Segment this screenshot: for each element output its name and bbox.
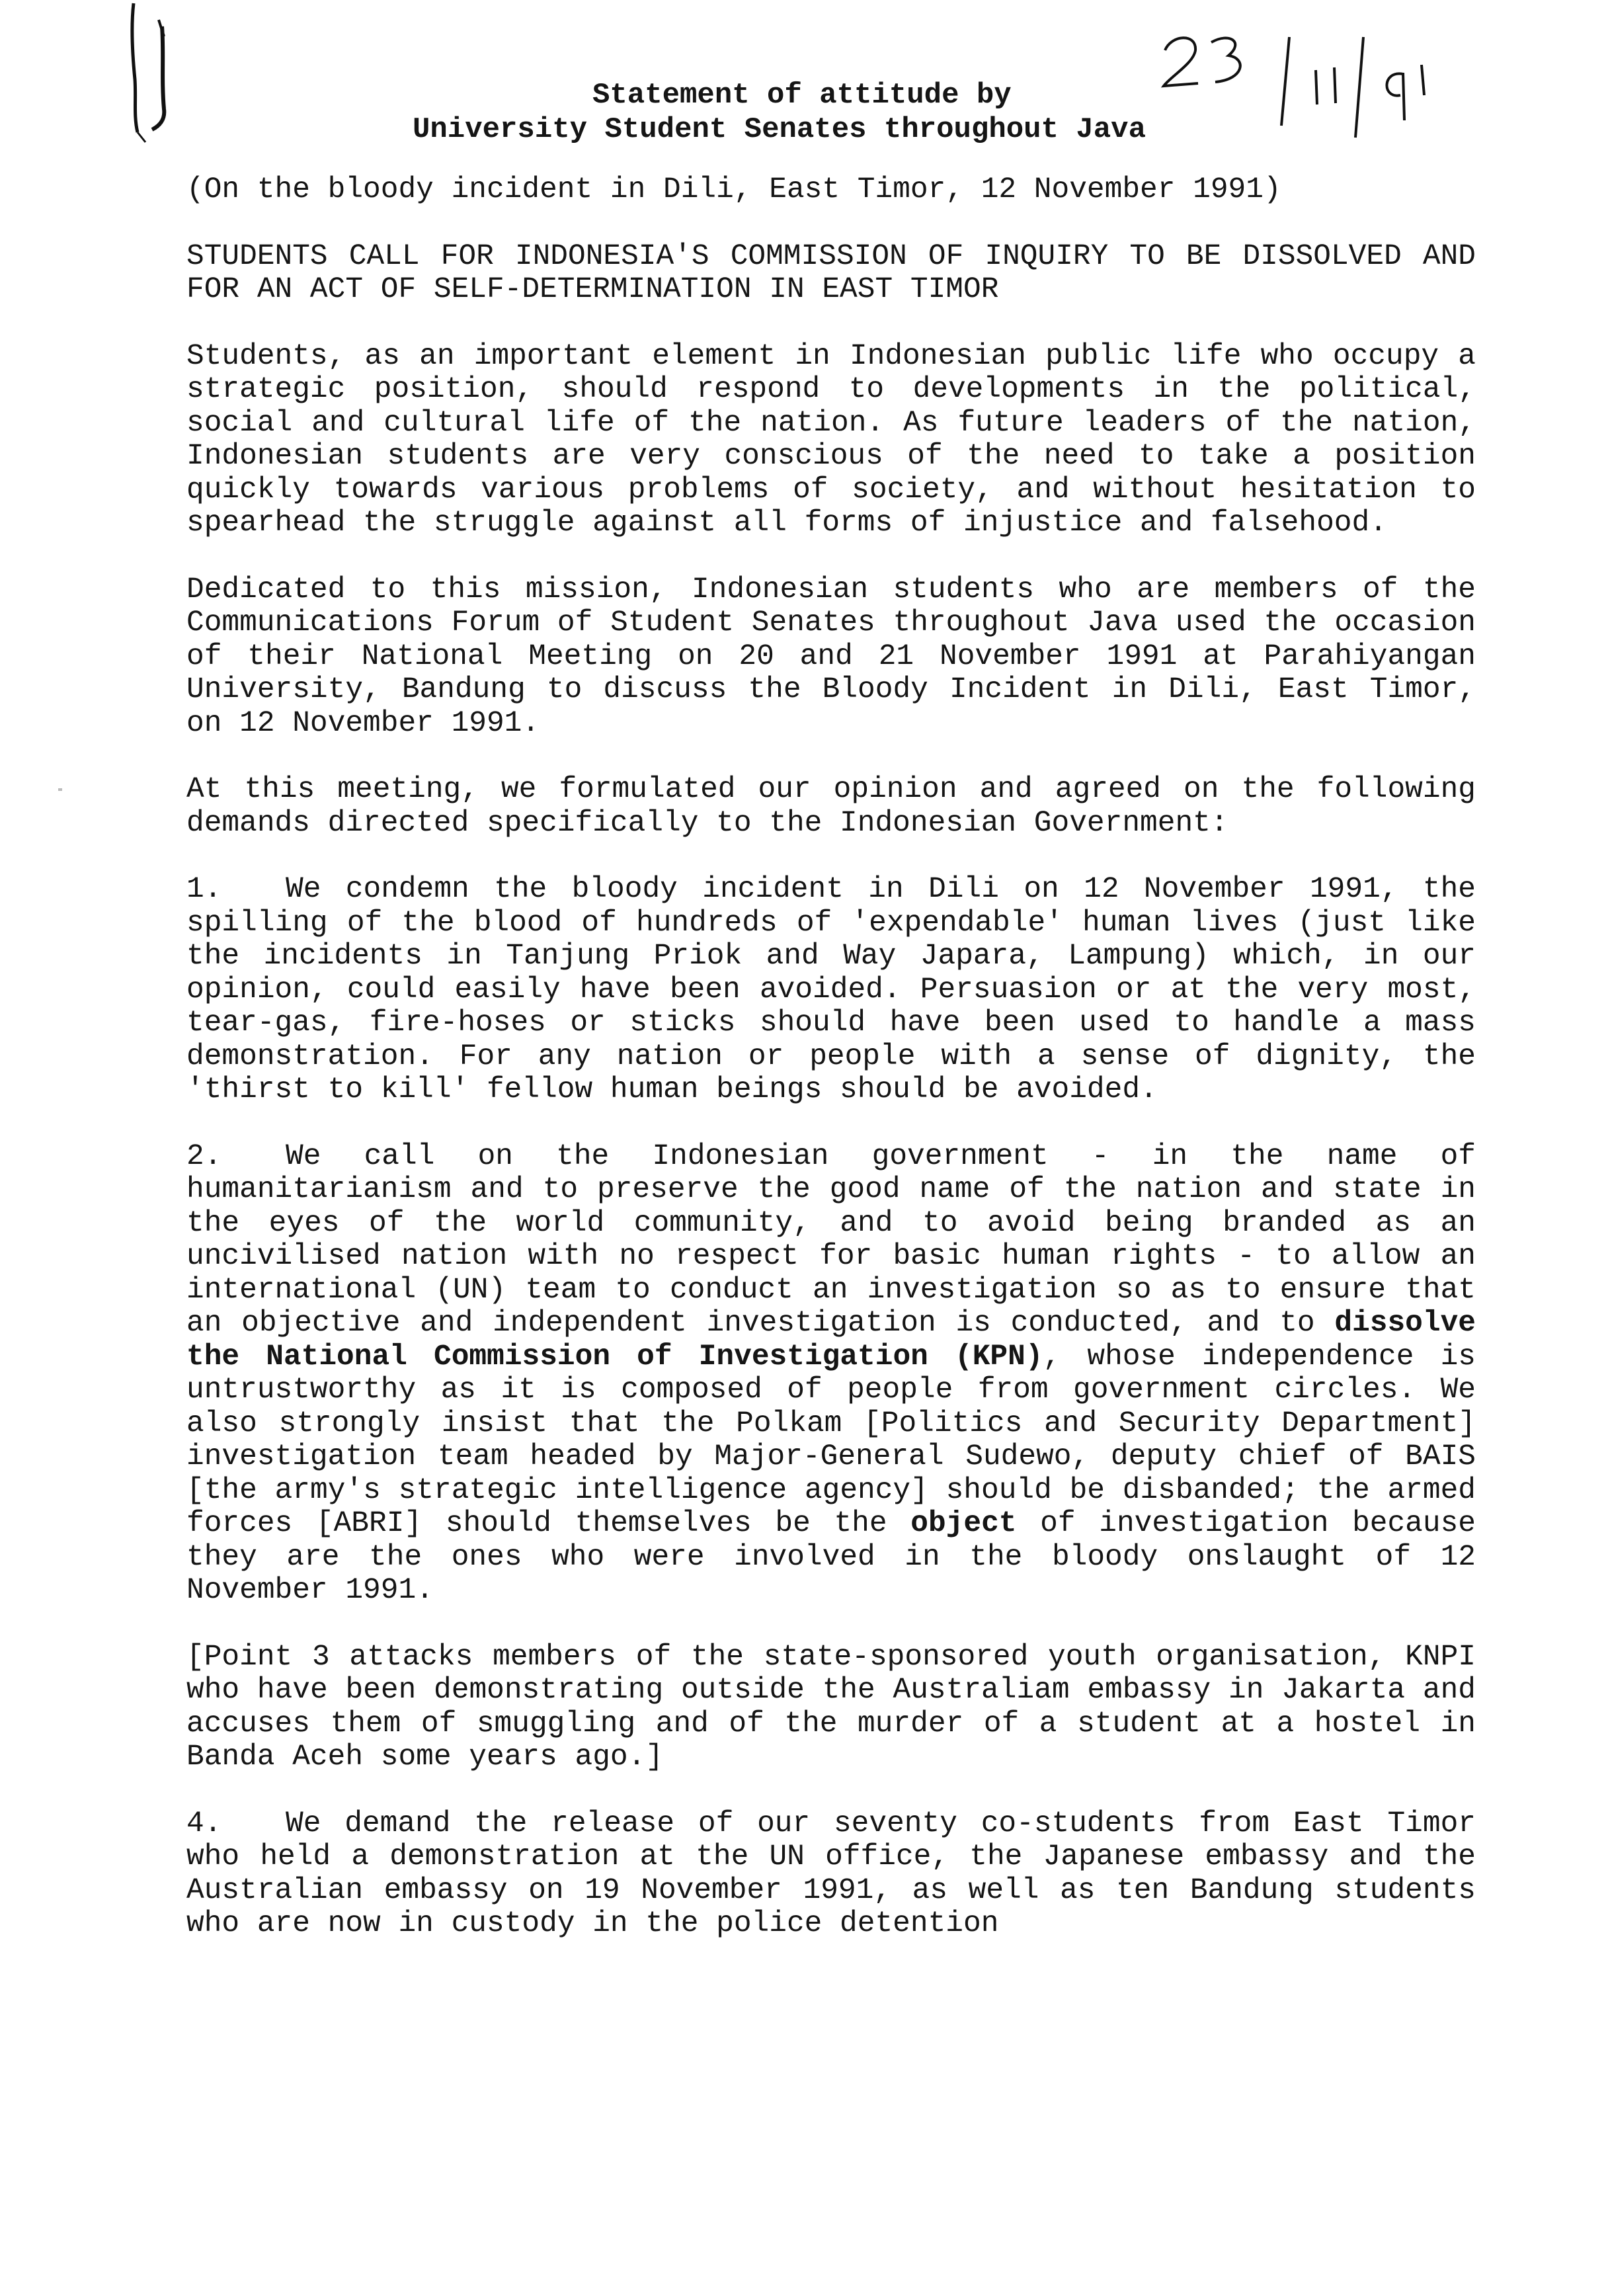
demand-point-4	[186, 1807, 1476, 1941]
point-text: We call on the Indonesian government - in the name of humanitarianism and to preserve the good name of the nation and state in the eyes of the world community, and to avoid being branded as an uncivilised nation with no respect for basic human rights - to allow an international (UN) team to conduct an investigation so as to ensure that an objective and independent investigation is conducted, and to	[186, 1139, 1476, 1340]
document-body	[186, 173, 1476, 1941]
paragraph-mission: Dedicated to this mission, Indonesian students who are members of the Communications Forum of Student Senates throughout Java used the occasion of their National Meeting on 20 and 21 November 1991 at Parahiyangan University, Bandung to discuss the Bloody Incident in Dili, East Timor, on 12 November 1991.	[186, 573, 1476, 740]
point-emphasis: dissolve the National Commission of Investigation (KPN)	[186, 1307, 1476, 1374]
demand-point-1	[186, 873, 1476, 1107]
document-subtitle: (On the bloody incident in Dili, East Timor, 12 November 1991)	[186, 173, 1281, 206]
point-text: We demand the release of our seventy co-students from East Timor who held a demonstration at the UN office, the Japanese embassy and the Australian embassy on 19 November 1991, as well as ten Bandung students who are now in custody in the police detention	[186, 1807, 1476, 1940]
title-line-2: University Student Senates throughout Java	[413, 113, 1146, 146]
document-header	[0, 78, 1608, 147]
point-number: 4.	[186, 1807, 222, 1840]
point-emphasis: object	[910, 1507, 1017, 1540]
point-text: of investigation because they are the ones who were involved in the bloody onslaught of 12 November 1991.	[186, 1507, 1476, 1607]
point-text: We condemn the bloody incident in Dili on 12 November 1991, the spilling of the blood of hundreds of 'expendable' human lives (just like the incidents in Tanjung Priok and Way Japara, Lampung) which, in our opinion, could easily have been avoided. Persuasion or at the very most, tear-gas, fire-hoses or sticks should have been used to handle a mass demonstration. For any nation or people with a sense of dignity, the 'thirst to kill' fellow human beings should be avoided.	[186, 873, 1476, 1106]
document-headline: STUDENTS CALL FOR INDONESIA'S COMMISSION OF INQUIRY TO BE DISSOLVED AND FOR AN ACT OF SELF-DETERMINATION IN EAST TIMOR	[186, 239, 1476, 306]
editorial-note-point-3: [Point 3 attacks members of the state-sponsored youth organisation, KNPI who have been demonstrating outside the Australiam embassy in Jakarta and accuses them of smuggling and of the murder of a student at a hostel in Banda Aceh some years ago.]	[186, 1640, 1476, 1774]
scan-speck	[58, 788, 62, 791]
point-number: 2.	[186, 1139, 222, 1173]
demand-point-2	[186, 1140, 1476, 1608]
paragraph-demands-intro: At this meeting, we formulated our opinion and agreed on the following demands directed specifically to the Indonesian Government:	[186, 773, 1476, 840]
paragraph-intro: Students, as an important element in Indonesian public life who occupy a strategic position, should respond to developments in the political, social and cultural life of the nation. As future leaders of the nation, Indonesian students are very conscious of the need to take a position quickly towards various problems of society, and without hesitation to spearhead the struggle against all forms of injustice and falsehood.	[186, 339, 1476, 540]
title-line-1: Statement of attitude by	[592, 79, 1012, 112]
point-number: 1.	[186, 873, 222, 906]
point-text: , whose independence is untrustworthy as it is composed of people from government circles. We also strongly insist that the Polkam [Politics and Security Department] investigation team headed by Major-General Sudewo, deputy chief of BAIS [the army's strategic intelligence agency] should be disbanded; the armed forces [ABRI] should themselves be the	[186, 1340, 1476, 1540]
